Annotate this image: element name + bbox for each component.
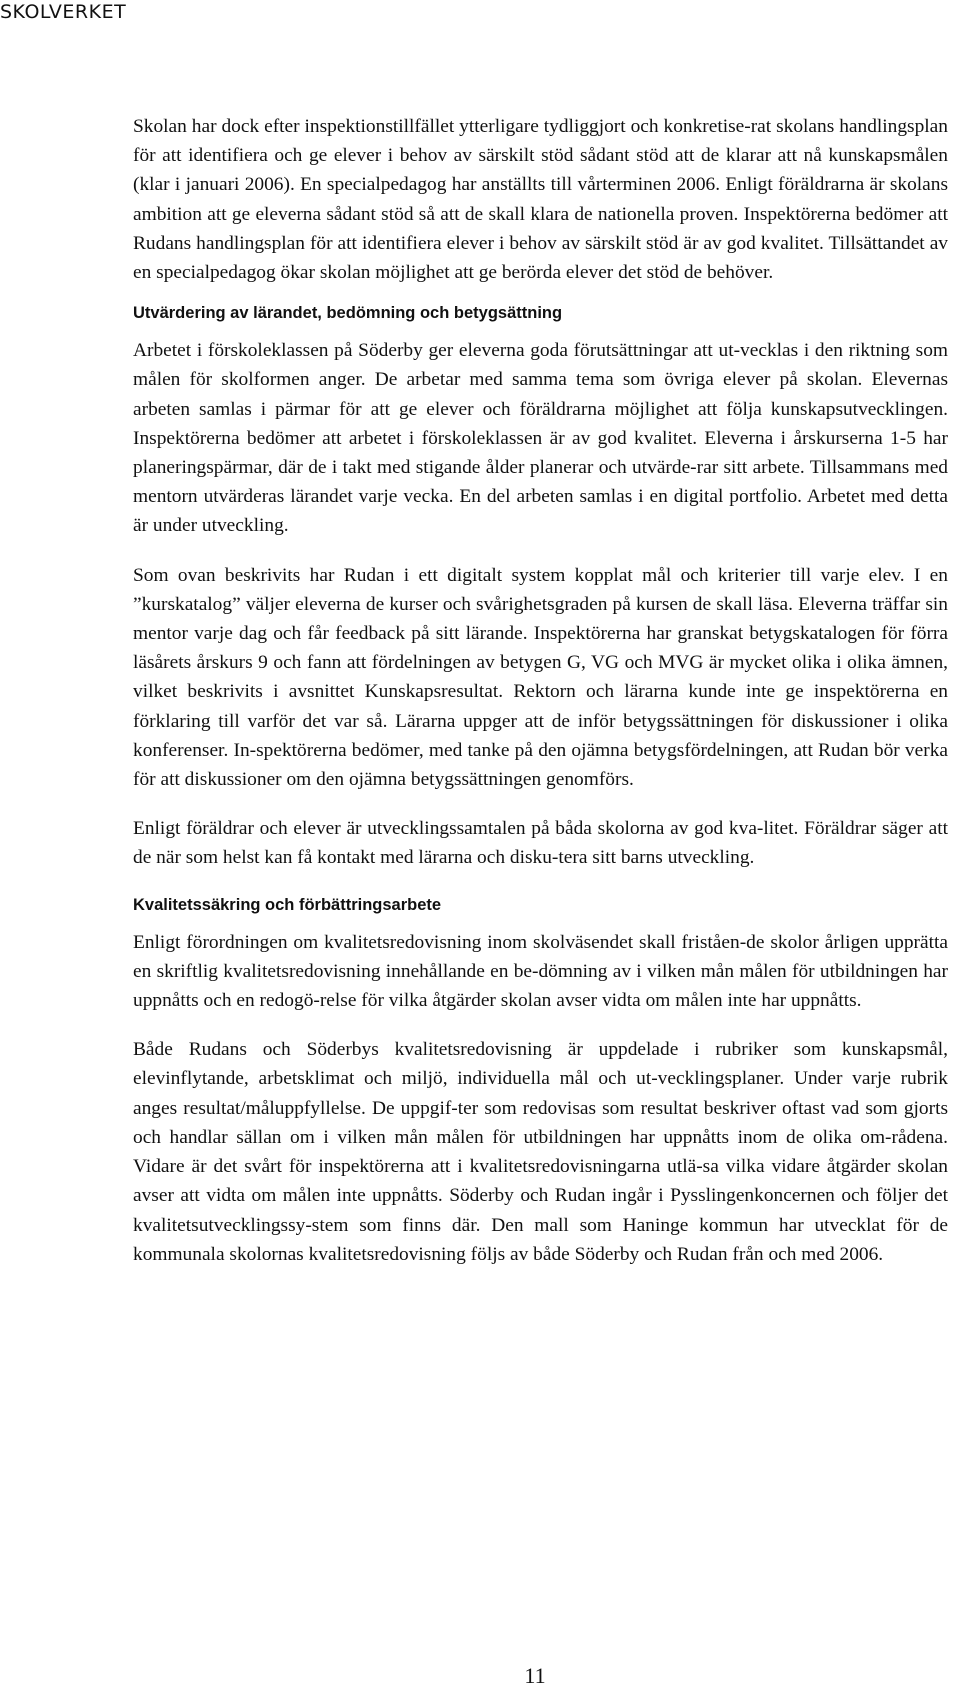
document-body (133, 112, 948, 1269)
paragraph-rudan-betyg: Som ovan beskrivits har Rudan i ett digitalt system kopplat mål och kriterier till varje elev. I en ”kurskatalog” väljer eleverna de kurser och svårighetsgraden på kursen de skall läsa. Eleverna träffar sin mentor varje dag och får feedback på sitt lärande. Inspektörerna har granskat betygskatalogen för förra läsårets årskurs 9 och fann att fördelningen av betygen G, VG och MVG är mycket olika i olika ämnen, vilket beskrivits i avsnittet Kunskapsresultat. Rektorn och lärarna kunde inte ge inspektörerna en förklaring till varför det var så. Lärarna uppger att de inför betygssättningen för diskussioner i olika konferenser. In-spektörerna bedömer, med tanke på den ojämna betygsfördelningen, att Rudan bör verka för att diskussioner om den ojämna betygssättningen genomförs. (133, 564, 948, 791)
paragraph-handlingsplan: Skolan har dock efter inspektionstillfället ytterligare tydliggjort och konkretise-rat skolans handlingsplan för att identifiera och ge elever i behov av särskilt stöd sådant stöd att de klarar att nå kunskapsmålen (klar i januari 2006). En specialpedagog har anställts till vårterminen 2006. Enligt föräldrarna är skolans ambition att ge eleverna sådant stöd så att de skall klara de nationella proven. Inspektörerna bedömer att Rudans handlingsplan för att identifiera elever i behov av särskilt stöd är av god kvalitet. Tillsättandet av en specialpedagog ökar skolan möjlighet att ge berörda elever det stöd de behöver. (133, 116, 948, 284)
paragraph-utvecklingssamtal: Enligt föräldrar och elever är utvecklingssamtalen på båda skolorna av god kva-litet. Föräldrar säger att de när som helst kan få kontakt med lärarna och disku-tera sitt barns utveckling. (133, 818, 948, 869)
paragraph-forordningen: Enligt förordningen om kvalitetsredovisning inom skolväsendet skall friståen-de skolor årligen upprätta en skriftlig kvalitetsredovisning innehållande en be-dömning av i vilken mån målen för utbildningen har uppnåtts och en redogö-relse för vilka åtgärder skolan avser vidta om målen inte har uppnåtts. (133, 931, 948, 1012)
paragraph-kvalitetsredovisning: Både Rudans och Söderbys kvalitetsredovisning är uppdelade i rubriker som kunskapsmål, elevinflytande, arbetsklimat och miljö, individuella mål och ut-vecklingsplaner. Under varje rubrik anges resultat/måluppfyllelse. De uppgif-ter som redovisas som resultat beskriver oftast vad som gjorts och handlar sällan om i vilken mån målen för utbildningen har uppnåtts inom de olika om-rådena. Vidare är det svårt för inspektörerna att i kvalitetsredovisningarna utlä-sa vilka vidare åtgärder skolan avser att vidta om målen inte uppnåtts. Söderby och Rudan ingår i Pysslingenkoncernen och följer det kvalitetsutvecklingssy-stem som finns där. Den mall som Haninge kommun har utvecklat för de kommunala skolornas kvalitetsredovisning följs av både Söderby och Rudan från och med 2006. (133, 1039, 948, 1265)
section-heading-kvalitetssakring: Kvalitetssäkring och förbättringsarbete (133, 895, 442, 914)
page-number: 11 (524, 1663, 546, 1688)
paragraph-forskoleklassen: Arbetet i förskoleklassen på Söderby ger eleverna goda förutsättningar att ut-vecklas i den riktning som målen för skolformen anger. De arbetar med samma tema som övriga elever på skolan. Elevernas arbeten samlas i pärmar för att ge elever och föräldrarna möjlighet att följa kunskapsutvecklingen. Inspektörerna bedömer att arbetet i förskoleklassen är av god kvalitet. Eleverna i årskurserna 1-5 har planeringspärmar, där de i takt med stigande ålder planerar och utvärde-rar sitt arbete. Tillsammans med mentorn utvärderas lärandet varje vecka. En del arbeten samlas i en digital portfolio. Arbetet med detta är under utveckling. (133, 340, 948, 537)
section-heading-utvardering: Utvärdering av lärandet, bedömning och betygsättning (133, 304, 563, 323)
document-header: SKOLVERKET (0, 1, 127, 23)
